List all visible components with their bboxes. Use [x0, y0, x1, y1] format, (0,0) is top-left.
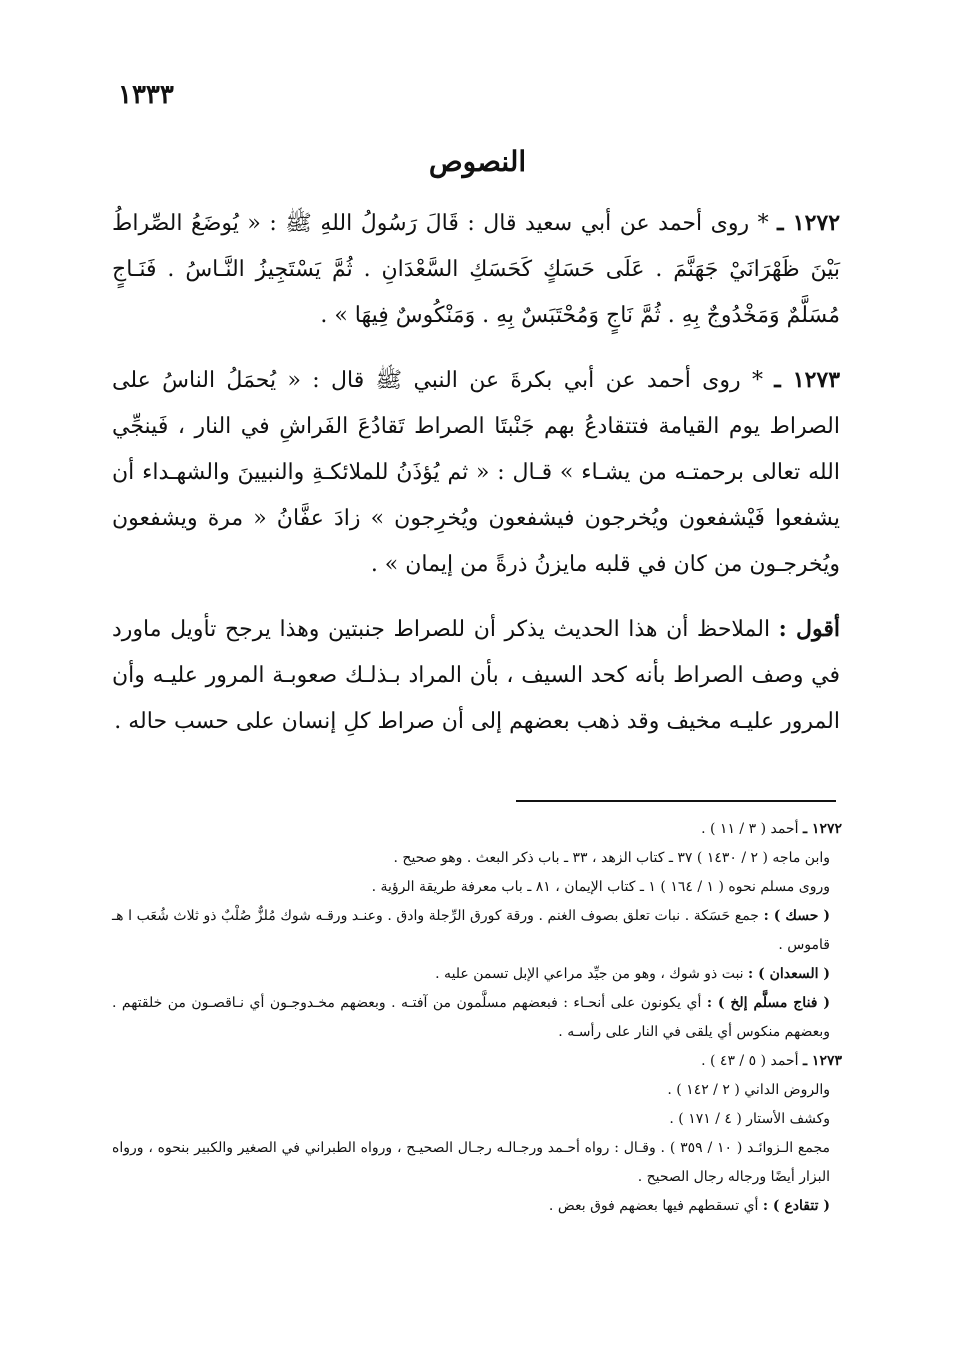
- page-number: ١٣٣٣: [118, 80, 174, 110]
- page-title: النصوص: [428, 145, 527, 178]
- footnote-text: جمع حَسَكة . نبات تعلق بصوف الغنم . ورقة كورق الرِّجلة وادق . وعنـد ورقـه شوك مُلزٌّ صُلْبٌ ذو ثلاث شُعَب ا هـ قاموس .: [112, 908, 830, 953]
- footnote-item: [112, 1047, 842, 1076]
- footnote-text: نبت ذو شوك ، وهو من جيِّد مراعي الإبل تسمن عليه .: [435, 966, 744, 982]
- footnote-term: ( فناج مسلَّم إلخ ) :: [706, 995, 831, 1011]
- footnotes: [112, 815, 842, 1221]
- footnote-item: [112, 1134, 842, 1192]
- commentary-label: أقول :: [778, 616, 840, 642]
- footnote-item: [112, 873, 842, 902]
- hadith-number: ١٢٧٢ ـ: [777, 210, 841, 236]
- footnote-term: ( السعدان ) :: [748, 966, 830, 982]
- footnote-text: أي يكونون على أنحـاء : فبعضهم مسلَّمون من آفتـه . وبعضهم مخـدوجـون أي نـاقصـون من خلقتهم . وبعضهم منكوس أي يلقى في النار على رأسـه .: [112, 995, 830, 1040]
- commentary: [112, 606, 840, 745]
- footnote-term: ( تتقادع ) :: [762, 1198, 830, 1214]
- footnote-item: [112, 960, 842, 989]
- footnote-term: ( حسك ) :: [763, 908, 831, 924]
- footnote-item: [112, 1105, 842, 1134]
- footnote-item: [112, 844, 842, 873]
- hadith-text: * روى أحمد عن أبي سعيد قال : قَالَ رَسُولُ اللهِ ﷺ : « يُوضَعُ الصِّراطُ بَيْنَ ظَهْرَانَيْ جَهَنَّمَ . عَلَى حَسَكٍ كَحَسَكِ السَّعْدَانِ . ثُمَّ يَسْتَجِيزُ النَّـاسُ . فَنَـاجٍ مُسَلَّمٌ وَمَخْدُوجٌ بِهِ . ثُمَّ نَاجٍ وَمُحْتَبَسٌ بِهِ . وَمَنْكُوسٌ فِيهَا » .: [112, 211, 840, 328]
- footnote-text: والروض الداني ( ٢ / ١٤٢ ) .: [667, 1082, 830, 1098]
- hadith-1272: [112, 200, 840, 339]
- footnote-text: وروى مسلم نحوه ( ١ / ١٦٤ ) ١ ـ كتاب الإيمان ، ٨١ ـ باب معرفة طريقة الرؤية .: [371, 879, 830, 895]
- footnote-item: [112, 1076, 842, 1105]
- hadith-1273: [112, 357, 840, 588]
- footnote-number: ١٢٧٣ ـ: [802, 1053, 842, 1069]
- commentary-text: الملاحظ أن هذا الحديث يذكر أن للصراط جنبتين وهذا يرجح تأويل ماورد في وصف الصراط بأنه كحد السيف ، بأن المراد بـذلـك صعوبـة المرور عليـه وأن المرور عليـه مخيف وقد ذهب بعضهم إلى أن صراط كلِ إنسان على حسب حاله .: [112, 617, 840, 734]
- main-text: [112, 200, 840, 763]
- footnote-text: أي تسقطهم فيها بعضهم فوق بعض .: [548, 1198, 759, 1214]
- hadith-number: ١٢٧٣ ـ: [774, 367, 841, 393]
- hadith-text: * روى أحمد عن أبي بكرةَ عن النبي ﷺ قال : « يُحمَلُ الناسُ على الصراط يوم القيامة فتتقادعُ بهم جَنْبتَا الصراط تَقادُعَ الفَراشِ في النار ، فَينجِّي الله تعالى برحمتـه من يشـاء » قـال : « ثم يُؤذَنُ للملائكـةِ والنبيينَ والشهـداء أن يشفعوا فَيْشفعون ويُخرجون فيشفعون ويُخرِجون » زادَ عفَّانُ « مرة ويشفعون ويُخرجـون من كان في قلبه مايزنُ ذرةً من إيمان » .: [112, 368, 840, 577]
- footnote-item: [112, 1192, 842, 1221]
- footnote-text: وابن ماجه ( ٢ / ١٤٣٠ ) ٣٧ ـ كتاب الزهد ، ٣٣ ـ باب ذكر البعث . وهو صحيح .: [393, 850, 830, 866]
- footnote-item: [112, 815, 842, 844]
- footnote-text: وكشف الأستار ( ٤ / ١٧١ ) .: [669, 1111, 830, 1127]
- footnote-text: أحمد ( ٥ / ٤٣ ) .: [701, 1053, 799, 1069]
- footnote-text: مجمع الـزوائـد ( ١٠ / ٣٥٩ ) . وقـال : رواه أحـمد ورجـالـه رجـال الصحيـح ، ورواه الطبراني في الصغير والكبير بنحوه ، ورواه البزار أيضًا ورجاله رجال الصحيح .: [112, 1140, 830, 1185]
- footnote-text: أحمد ( ٣ / ١١ ) .: [701, 821, 799, 837]
- footnote-item: [112, 902, 842, 960]
- footnote-item: [112, 989, 842, 1047]
- footnote-divider: [516, 800, 836, 802]
- footnote-number: ١٢٧٢ ـ: [802, 821, 842, 837]
